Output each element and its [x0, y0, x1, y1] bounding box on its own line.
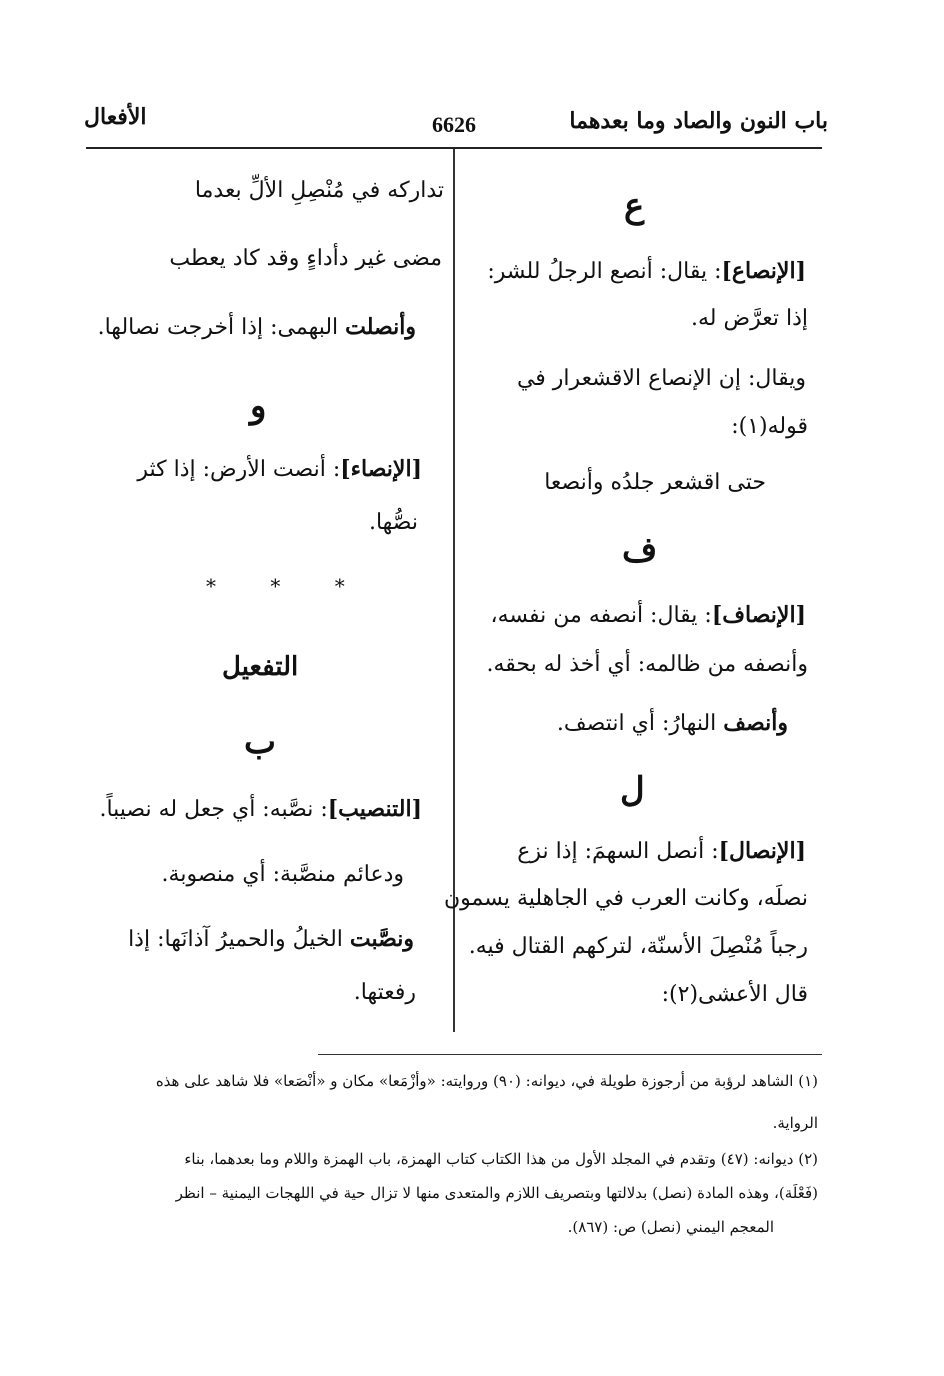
entry-headword: وأنصلت: [345, 314, 416, 340]
entry-headword: وأنصف: [723, 710, 788, 736]
letter-heading-fa: ف: [622, 530, 658, 570]
entry-text: قال الأعشى(٢):: [661, 982, 808, 1007]
entry-headword: [الإنصال]: [718, 838, 806, 864]
entry-insa2: [137, 456, 422, 483]
entry-nassabat: [128, 926, 414, 953]
verse-line: مضى غير دأداءٍ وقد كاد يعطب: [169, 246, 442, 271]
footnote-1-cont: الرواية.: [772, 1114, 818, 1132]
entry-text: : يقال: أنصفه من نفسه،: [490, 603, 712, 628]
footnote-2-cont: (فَعْلَة)، وهذه المادة (نصل) بدلالتها وبتصريف اللازم والمتعدى منها لا تزال حية في اللهجات اليمنية – انظر: [175, 1184, 818, 1202]
footnote-1: (١) الشاهد لرؤبة من أرجوزة طويلة في، ديوانه: (٩٠) وروايته: «وأزْمَعا» مكان و «أنْصَعا» فلا شاهد على هذه: [155, 1072, 818, 1090]
entry-text: رجباً مُنْصِلَ الأسنّة، لتركهم القتال فيه.: [468, 934, 808, 959]
entry-text: وأنصفه من ظالمه: أي أخذ له بحقه.: [486, 652, 808, 677]
entry-insaf: [491, 602, 806, 629]
entry-text: : يقال: أنصع الرجلُ للشر:: [487, 259, 722, 284]
entry-ansaf: [557, 710, 788, 737]
entry-tansib: [99, 796, 422, 823]
verse-line: حتى اقشعر جلدُه وأنصعا: [544, 470, 766, 495]
entry-text: النهارُ: أي انتصف.: [556, 711, 717, 736]
letter-heading-ain: ع: [624, 186, 645, 226]
entry-text: نصلَه، وكانت العرب في الجاهلية يسمون: [443, 886, 808, 911]
entry-text: رفعتها.: [353, 980, 416, 1005]
footnote-2: (٢) ديوانه: (٤٧) وتقدم في المجلد الأول من هذا الكتاب كتاب الهمزة، باب الهمزة واللام وما بعدهما، بناء: [184, 1150, 818, 1168]
entry-headword: [الإنصاف]: [711, 602, 806, 628]
running-head-section: الأفعال: [84, 104, 147, 130]
entry-text: ودعائم منصَّبة: أي منصوبة.: [161, 862, 404, 887]
entry-insal: [517, 838, 806, 865]
letter-heading-ba: ب: [244, 722, 277, 762]
entry-headword: [التنصيب]: [327, 796, 422, 822]
entry-text: نصُّها.: [368, 510, 418, 535]
verse-line: تداركه في مُنْصِلِ الألِّ بعدما: [194, 178, 444, 203]
letter-heading-waw: و: [250, 386, 267, 426]
entry-text: الخيلُ والحميرُ آذانَها: إذا: [128, 927, 343, 952]
entry-text: إذا تعرَّض له.: [691, 306, 808, 331]
section-title: التفعيل: [222, 652, 299, 682]
entry-text: : أنصت الأرض: إذا كثر: [137, 457, 341, 482]
entry-headword: [الإنصاء]: [340, 456, 422, 482]
entry-insa: [487, 258, 806, 285]
section-separator: * * *: [206, 574, 369, 598]
entry-headword: [الإنصاع]: [721, 258, 806, 284]
running-head-chapter: باب النون والصاد وما بعدهما: [569, 108, 828, 134]
footnote-2-cont: المعجم اليمني (نصل) ص: (٨٦٧).: [567, 1218, 774, 1236]
footnote-rule: [318, 1054, 822, 1055]
entry-text: : أنصل السهمَ: إذا نزع: [517, 839, 719, 864]
entry-text: : نصَّبه: أي جعل له نصيباً.: [99, 797, 328, 822]
entry-text: البهمى: إذا أخرجت نصالها.: [97, 315, 339, 340]
entry-text: قوله(١):: [731, 414, 808, 439]
entry-headword: ونصَّبت: [349, 926, 414, 952]
letter-heading-lam: ل: [620, 770, 645, 810]
entry-ansalat: [98, 314, 416, 341]
entry-text: ويقال: إن الإنصاع الاقشعرار في: [516, 366, 806, 391]
page-number: 6626: [432, 112, 476, 137]
